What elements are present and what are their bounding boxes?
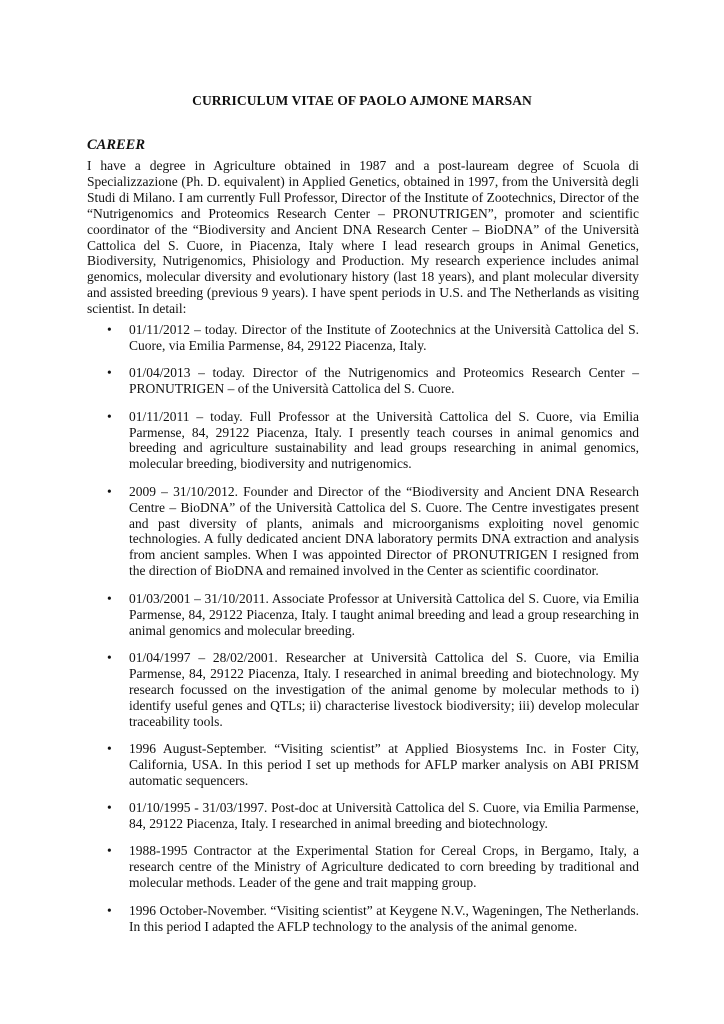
career-list-item bbox=[0, 800, 724, 832]
bullet-icon: • bbox=[107, 902, 112, 918]
career-list-item bbox=[0, 409, 724, 473]
career-item-text: 01/11/2012 – today. Director of the Institute of Zootechnics at the Università Cattolica del S. Cuore, via Emilia Parmense, 84, 29122 Piacenza, Italy. bbox=[129, 322, 639, 353]
career-item-text: 01/04/2013 – today. Director of the Nutrigenomics and Proteomics Research Center – PRONUTRIGEN – of the Università Cattolica del S. Cuore. bbox=[129, 365, 639, 397]
career-list-item bbox=[0, 591, 724, 639]
career-list bbox=[0, 322, 724, 946]
bullet-icon: • bbox=[107, 649, 112, 665]
bullet-icon: • bbox=[107, 365, 112, 381]
career-item-text: 1988-1995 Contractor at the Experimental Station for Cereal Crops, in Bergamo, Italy, a research centre of the Ministry of Agriculture dedicated to corn breeding by traditional and molecular methods. Leader of the gene and trait mapping group. bbox=[129, 843, 639, 891]
career-item-text: 01/11/2011 – today. Full Professor at the Università Cattolica del S. Cuore, via Emilia Parmense, 84, 29122 Piacenza, Italy. I presently teach courses in animal genomics and breeding and agriculture sustainability and lead groups researching in animal genomics, molecular breeding, biodiversity and nutrigenomics. bbox=[129, 408, 639, 472]
career-list-item bbox=[0, 741, 724, 789]
career-list-item bbox=[0, 365, 724, 397]
bullet-icon: • bbox=[107, 740, 112, 756]
career-list-item bbox=[0, 903, 724, 935]
bullet-icon: • bbox=[107, 408, 112, 424]
career-intro-paragraph: I have a degree in Agriculture obtained in 1987 and a post-lauream degree of Scuola di Specializzazione (Ph. D. equivalent) in Applied Genetics, obtained in 1997, from the Università degli Studi di Milano. I am currently Full Professor, Director of the Institute of Zootechnics, Director of the “Nutrigenomics and Proteomics Research Center – PRONUTRIGEN”, promoter and scientific coordinator of the “Biodiversity and Ancient DNA Research Center – BioDNA” of the Università Cattolica del S. Cuore, in Piacenza, Italy where I lead research groups in Animal Genetics, Biodiversity, Nutrigenomics, Phisiology and Production. My research experience includes animal genomics, molecular diversity and evolutionary history (last 18 years), and plant molecular diversity and assisted breeding (previous 9 years). I have spent periods in U.S. and The Netherlands as visiting scientist. In detail: bbox=[87, 158, 639, 317]
career-item-text: 1996 August-September. “Visiting scientist” at Applied Biosystems Inc. in Foster City, California, USA. In this period I set up methods for AFLP marker analysis on ABI PRISM automatic sequencers. bbox=[129, 740, 639, 788]
bullet-icon: • bbox=[107, 322, 112, 337]
career-item-text: 01/04/1997 – 28/02/2001. Researcher at Università Cattolica del S. Cuore, via Emilia Parmense, 84, 29122 Piacenza, Italy. I researched in animal breeding and biotechnology. My research focussed on the investigation of the animal genome by molecular methods to i) identify useful genes and QTLs; ii) characterise livestock biodiversity; iii) develop molecular traceability tools. bbox=[129, 649, 639, 729]
bullet-icon: • bbox=[107, 843, 112, 859]
career-item-text: 01/10/1995 - 31/03/1997. Post-doc at Università Cattolica del S. Cuore, via Emilia Parmense, 84, 29122 Piacenza, Italy. I researched in animal breeding and biotechnology. bbox=[129, 800, 639, 832]
career-item-text: 01/03/2001 – 31/10/2011. Associate Professor at Università Cattolica del S. Cuore, via Emilia Parmense, 84, 29122 Piacenza, Italy. I taught animal breeding and lead a group researching in animal genomics and molecular breeding. bbox=[129, 590, 639, 638]
section-heading-career: CAREER bbox=[87, 137, 146, 153]
career-list-item bbox=[0, 484, 724, 579]
bullet-icon: • bbox=[107, 483, 112, 499]
career-item-text: 1996 October-November. “Visiting scientist” at Keygene N.V., Wageningen, The Netherlands. In this period I adapted the AFLP technology to the analysis of the animal genome. bbox=[129, 902, 639, 934]
bullet-icon: • bbox=[107, 590, 112, 606]
career-list-item bbox=[0, 843, 724, 891]
career-list-item bbox=[0, 322, 724, 354]
document-title: CURRICULUM VITAE OF PAOLO AJMONE MARSAN bbox=[192, 93, 532, 108]
bullet-icon: • bbox=[107, 800, 112, 816]
career-item-text: 2009 – 31/10/2012. Founder and Director of the “Biodiversity and Ancient DNA Research Centre – BioDNA” of the Università Cattolica del S. Cuore. The Centre investigates present and past diversity of plants, animals and microorganisms exploiting novel genomic technologies. A fully dedicated ancient DNA laboratory permits DNA extraction and analysis from ancient samples. When I was appointed Director of PRONUTRIGEN I resigned from the direction of BioDNA and remained involved in the Center as scientific coordinator. bbox=[129, 483, 639, 579]
career-list-item bbox=[0, 650, 724, 730]
